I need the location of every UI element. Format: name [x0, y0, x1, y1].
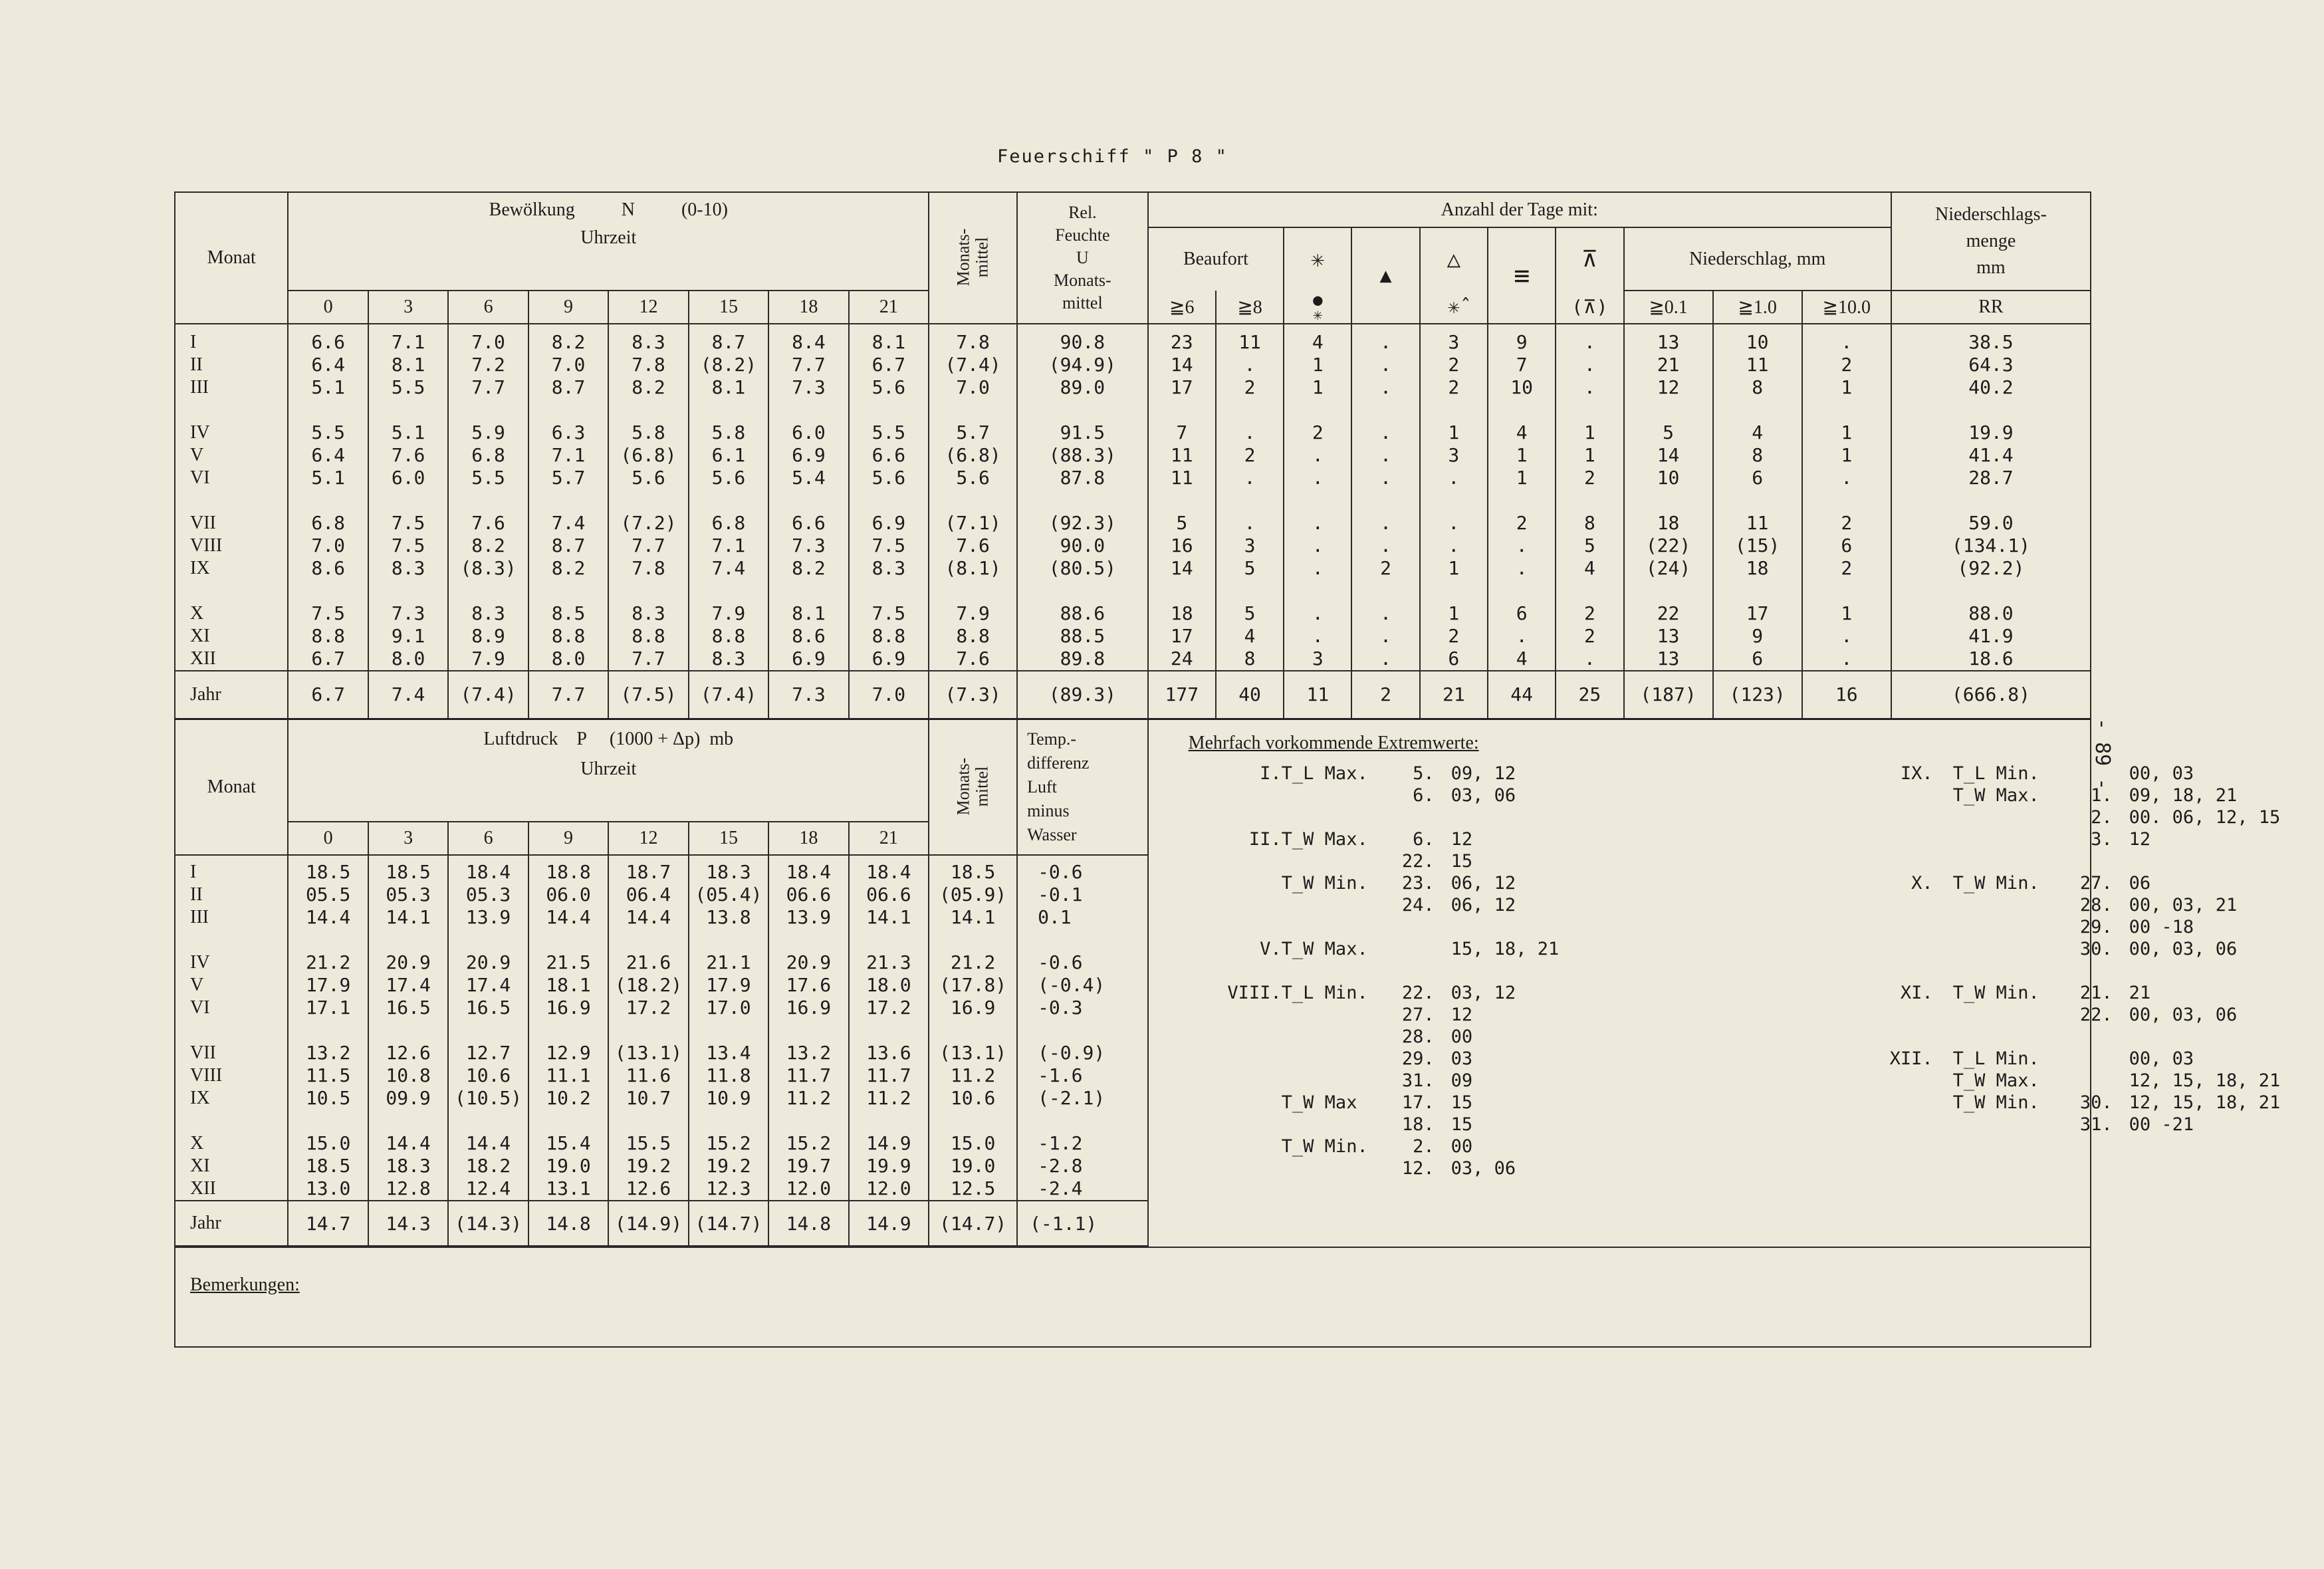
uhrzeit-header: Uhrzeit: [288, 227, 929, 291]
pressure-year: 14.8: [528, 1201, 608, 1246]
luftdruck-title: Luftdruck P (1000 + Δp) mb: [288, 719, 929, 759]
pressure-mean-header: Monats- mittel: [929, 719, 1017, 855]
hour-header: 12: [608, 822, 688, 855]
pressure-mean-column: 18.5 (05.9) 14.1 21.2 (17.8) 16.9 (13.1) 11.2 10.6 15.0 19.0 12.5: [929, 855, 1017, 1201]
cloud-column: 8.2 7.0 8.7 6.3 7.1 5.7 7.4 8.7 8.2 8.5 8.8 8.0: [528, 324, 608, 671]
pressure-column: 18.7 06.4 14.4 21.6 (18.2) 17.2 (13.1) 11.6 10.7 15.5 19.2 12.6: [608, 855, 688, 1201]
days-year: 25: [1556, 671, 1623, 719]
beaufort-8-header: ≧8: [1216, 291, 1284, 324]
pressure-year: (14.3): [448, 1201, 528, 1246]
extremes-left-months: I. II. V. VIII.: [1227, 763, 1282, 1003]
cloud-year: 7.4: [368, 671, 448, 719]
hour-header: 9: [528, 291, 608, 324]
extremes-right-months: IX. X. XI. XII.: [1889, 763, 1933, 1069]
cloud-year: 7.7: [528, 671, 608, 719]
days-year: (123): [1713, 671, 1802, 719]
pressure-year: 14.3: [368, 1201, 448, 1246]
pressure-year: (14.7): [689, 1201, 768, 1246]
graupel-shower-icon: ✳̂: [1420, 291, 1488, 324]
page-title: Feuerschiff " P 8 ": [997, 146, 1228, 167]
humidity-header: Rel. Feuchte U Monats- mittel: [1017, 192, 1148, 324]
cloud-year: (7.4): [448, 671, 528, 719]
cloud-year: 6.7: [288, 671, 368, 719]
days-snow-column: 4 1 1 2 . . . . . . . 3: [1284, 324, 1351, 671]
cloud-column: 7.0 7.2 7.7 5.9 6.8 5.5 7.6 8.2 (8.3) 8.3 8.9 7.9: [448, 324, 528, 671]
climate-table: [174, 191, 2281, 1348]
hour-header: 15: [689, 291, 768, 324]
extremes-left-hours: 09, 12 03, 06 12 15 06, 12 06, 12 15, 18, 21 03, 12 12 00 03 09 15 15 00 03, 06: [1451, 763, 1560, 1179]
pressure-column: 18.4 05.3 13.9 20.9 17.4 16.5 12.7 10.6 (10.5) 14.4 18.2 12.4: [448, 855, 528, 1201]
days-year: 11: [1284, 671, 1351, 719]
graupel-icon: △: [1420, 227, 1488, 291]
beaufort-6-header: ≧6: [1148, 291, 1216, 324]
cloud-year: (7.4): [689, 671, 768, 719]
pressure-year: 14.8: [768, 1201, 848, 1246]
hour-header: 3: [368, 822, 448, 855]
humidity-year: (89.3): [1017, 671, 1148, 719]
cloud-mean-header: Monats- mittel: [929, 192, 1017, 324]
hour-header: 6: [448, 822, 528, 855]
cloud-column: 8.1 6.7 5.6 5.5 6.6 5.6 6.9 7.5 8.3 7.5 8.8 6.9: [849, 324, 929, 671]
hour-header: 21: [849, 822, 929, 855]
hour-header: 6: [448, 291, 528, 324]
hour-header: 12: [608, 291, 688, 324]
humidity-column: 90.8 (94.9) 89.0 91.5 (88.3) 87.8 (92.3) 90.0 (80.5) 88.6 88.5 89.8: [1017, 324, 1148, 671]
hour-header: 21: [849, 291, 929, 324]
hour-header: 0: [288, 822, 368, 855]
uhrzeit-header-2: Uhrzeit: [288, 759, 929, 822]
pressure-year-mean: (14.7): [929, 1201, 1017, 1246]
cloud-column: 8.4 7.7 7.3 6.0 6.9 5.4 6.6 7.3 8.2 8.1 8.6 6.9: [768, 324, 848, 671]
cloud-column: 7.1 8.1 5.5 5.1 7.6 6.0 7.5 7.5 8.3 7.3 9.1 8.0: [368, 324, 448, 671]
days-year: 2: [1351, 671, 1419, 719]
cloud-year: 7.3: [768, 671, 848, 719]
pressure-column: 18.4 06.6 14.1 21.3 18.0 17.2 13.6 11.7 11.2 14.9 19.9 12.0: [849, 855, 929, 1201]
hour-header: 3: [368, 291, 448, 324]
cloud-column: 8.3 7.8 8.2 5.8 (6.8) 5.6 (7.2) 7.7 7.8 8.3 8.8 7.7: [608, 324, 688, 671]
days-year: 16: [1802, 671, 1891, 719]
days-year: 40: [1216, 671, 1284, 719]
distant-thunder-icon: (⊼): [1556, 291, 1623, 324]
hour-header: 18: [768, 822, 848, 855]
monat-header-2: Monat: [175, 719, 288, 855]
days-precip-10-0-column: . 2 1 1 1 . 2 6 2 1 . .: [1802, 324, 1891, 671]
pressure-column: 18.5 05.5 14.4 21.2 17.9 17.1 13.2 11.5 10.5 15.0 18.5 13.0: [288, 855, 368, 1201]
temp-diff-header: Temp.- differenz Luft minus Wasser: [1017, 719, 1148, 855]
hour-header: 9: [528, 822, 608, 855]
year-label-2: Jahr: [175, 1201, 288, 1246]
days-year: (187): [1624, 671, 1713, 719]
cloud-column: 6.6 6.4 5.1 5.5 6.4 5.1 6.8 7.0 8.6 7.5 8.8 6.7: [288, 324, 368, 671]
hour-header: 15: [689, 822, 768, 855]
days-precip-0-1-column: 13 21 12 5 14 10 18 (22) (24) 22 13 13: [1624, 324, 1713, 671]
extremes-right-days: 1. 2. 3. 27. 28. 29. 30. 21. 22. 30. 31.: [2079, 784, 2113, 1135]
anzahl-tage-header: Anzahl der Tage mit:: [1148, 192, 1891, 227]
niederschlag-header: Niederschlag, mm: [1624, 227, 1891, 291]
monat-header: Monat: [175, 192, 288, 324]
days-fog-column: 9 7 10 4 1 1 2 . . 6 . 4: [1488, 324, 1556, 671]
precip-1-0-header: ≧1.0: [1713, 291, 1802, 324]
beaufort-header: Beaufort: [1148, 227, 1284, 291]
fog-icon: ≡: [1488, 227, 1556, 324]
days-thunder-column: . . . 1 1 2 8 5 4 2 2 .: [1556, 324, 1623, 671]
pressure-column: 18.4 06.6 13.9 20.9 17.6 16.9 13.2 11.7 11.2 15.2 19.7 12.0: [768, 855, 848, 1201]
days-hail-column: . . . . . . . . 2 . . .: [1351, 324, 1419, 671]
month-labels: I II III IV V VI VII VIII IX X XI XII: [175, 324, 288, 671]
pressure-year: 14.9: [849, 1201, 929, 1246]
extremes-right-elements: T_L Min. T_W Max. T_W Min. T_W Min. T_L Min. T_W Max. T_W Min.: [1952, 763, 2039, 1113]
days-year: 21: [1420, 671, 1488, 719]
extremes-title: Mehrfach vorkommende Extremwerte:: [1188, 732, 1479, 753]
extremes-left-elements: T_L Max. T_W Max. T_W Min. T_W Max. T_L Min. T_W Max T_W Min.: [1281, 763, 1368, 1157]
days-beaufort6-column: 23 14 17 7 11 11 5 16 14 18 17 24: [1148, 324, 1216, 671]
month-labels-2: I II III IV V VI VII VIII IX X XI XII: [175, 855, 288, 1201]
pressure-column: 18.8 06.0 14.4 21.5 18.1 16.9 12.9 11.1 10.2 15.4 19.0 13.1: [528, 855, 608, 1201]
bewoelkung-title: Bewölkung N (0-10): [288, 192, 929, 227]
pressure-year: 14.7: [288, 1201, 368, 1246]
days-year: 177: [1148, 671, 1216, 719]
cloud-year-mean: (7.3): [929, 671, 1017, 719]
hour-header: 0: [288, 291, 368, 324]
temp-diff-year: (-1.1): [1017, 1201, 1148, 1246]
cloud-year: (7.5): [608, 671, 688, 719]
extremes-right-hours: 00, 03 09, 18, 21 00. 06, 12, 15 12 06 00, 03, 21 00 -18 00, 03, 06 21 00, 03, 06 00, 03 12, 15, 18, 21 12, 15, 18, 21 00 -21: [2129, 763, 2281, 1135]
pressure-column: 18.3 (05.4) 13.8 21.1 17.9 17.0 13.4 11.8 10.9 15.2 19.2 12.3: [689, 855, 768, 1201]
cloud-year: 7.0: [849, 671, 929, 719]
days-beaufort8-column: 11 . 2 . 2 . . 3 5 5 4 8: [1216, 324, 1284, 671]
precip-year: (666.8): [1891, 671, 2091, 719]
temp-diff-column: -0.6 -0.1 0.1 -0.6 (-0.4) -0.3 (-0.9) -1.6 (-2.1) -1.2 -2.8 -2.4: [1017, 855, 1148, 1201]
hail-icon: ▲: [1351, 227, 1419, 324]
thunder-icon: ⊼: [1556, 227, 1623, 291]
cloud-mean-column: 7.8 (7.4) 7.0 5.7 (6.8) 5.6 (7.1) 7.6 (8.1) 7.9 8.8 7.6: [929, 324, 1017, 671]
year-label: Jahr: [175, 671, 288, 719]
remarks-label: Bemerkungen:: [190, 1274, 300, 1295]
cloud-column: 8.7 (8.2) 8.1 5.8 6.1 5.6 6.8 7.1 7.4 7.9 8.8 8.3: [689, 324, 768, 671]
days-precip-1-0-column: 10 11 8 4 8 6 11 (15) 18 17 9 6: [1713, 324, 1802, 671]
precip-total-column: 38.5 64.3 40.2 19.9 41.4 28.7 59.0 (134.1) (92.2) 88.0 41.9 18.6: [1891, 324, 2091, 671]
days-graupel-column: 3 2 2 1 3 . . . 1 1 2 6: [1420, 324, 1488, 671]
remarks-section: [175, 1247, 2091, 1347]
side-page-number: - 89 -: [2091, 718, 2114, 790]
rr-header: RR: [1891, 291, 2091, 324]
pressure-column: 18.5 05.3 14.1 20.9 17.4 16.5 12.6 10.8 09.9 14.4 18.3 12.8: [368, 855, 448, 1201]
snow-icon: ✳: [1284, 227, 1351, 291]
snow-rain-icon: ● ✳: [1284, 291, 1351, 324]
precip-0-1-header: ≧0.1: [1624, 291, 1713, 324]
pressure-year: (14.9): [608, 1201, 688, 1246]
extremes-left-days: 5. 6. 6. 22. 23. 24. 22. 27. 28. 29. 31. 17. 18. 2. 12.: [1401, 763, 1435, 1179]
hour-header: 18: [768, 291, 848, 324]
precip-10-0-header: ≧10.0: [1802, 291, 1891, 324]
days-year: 44: [1488, 671, 1556, 719]
niederschlagsmenge-header: Niederschlags- menge mm: [1891, 192, 2091, 291]
